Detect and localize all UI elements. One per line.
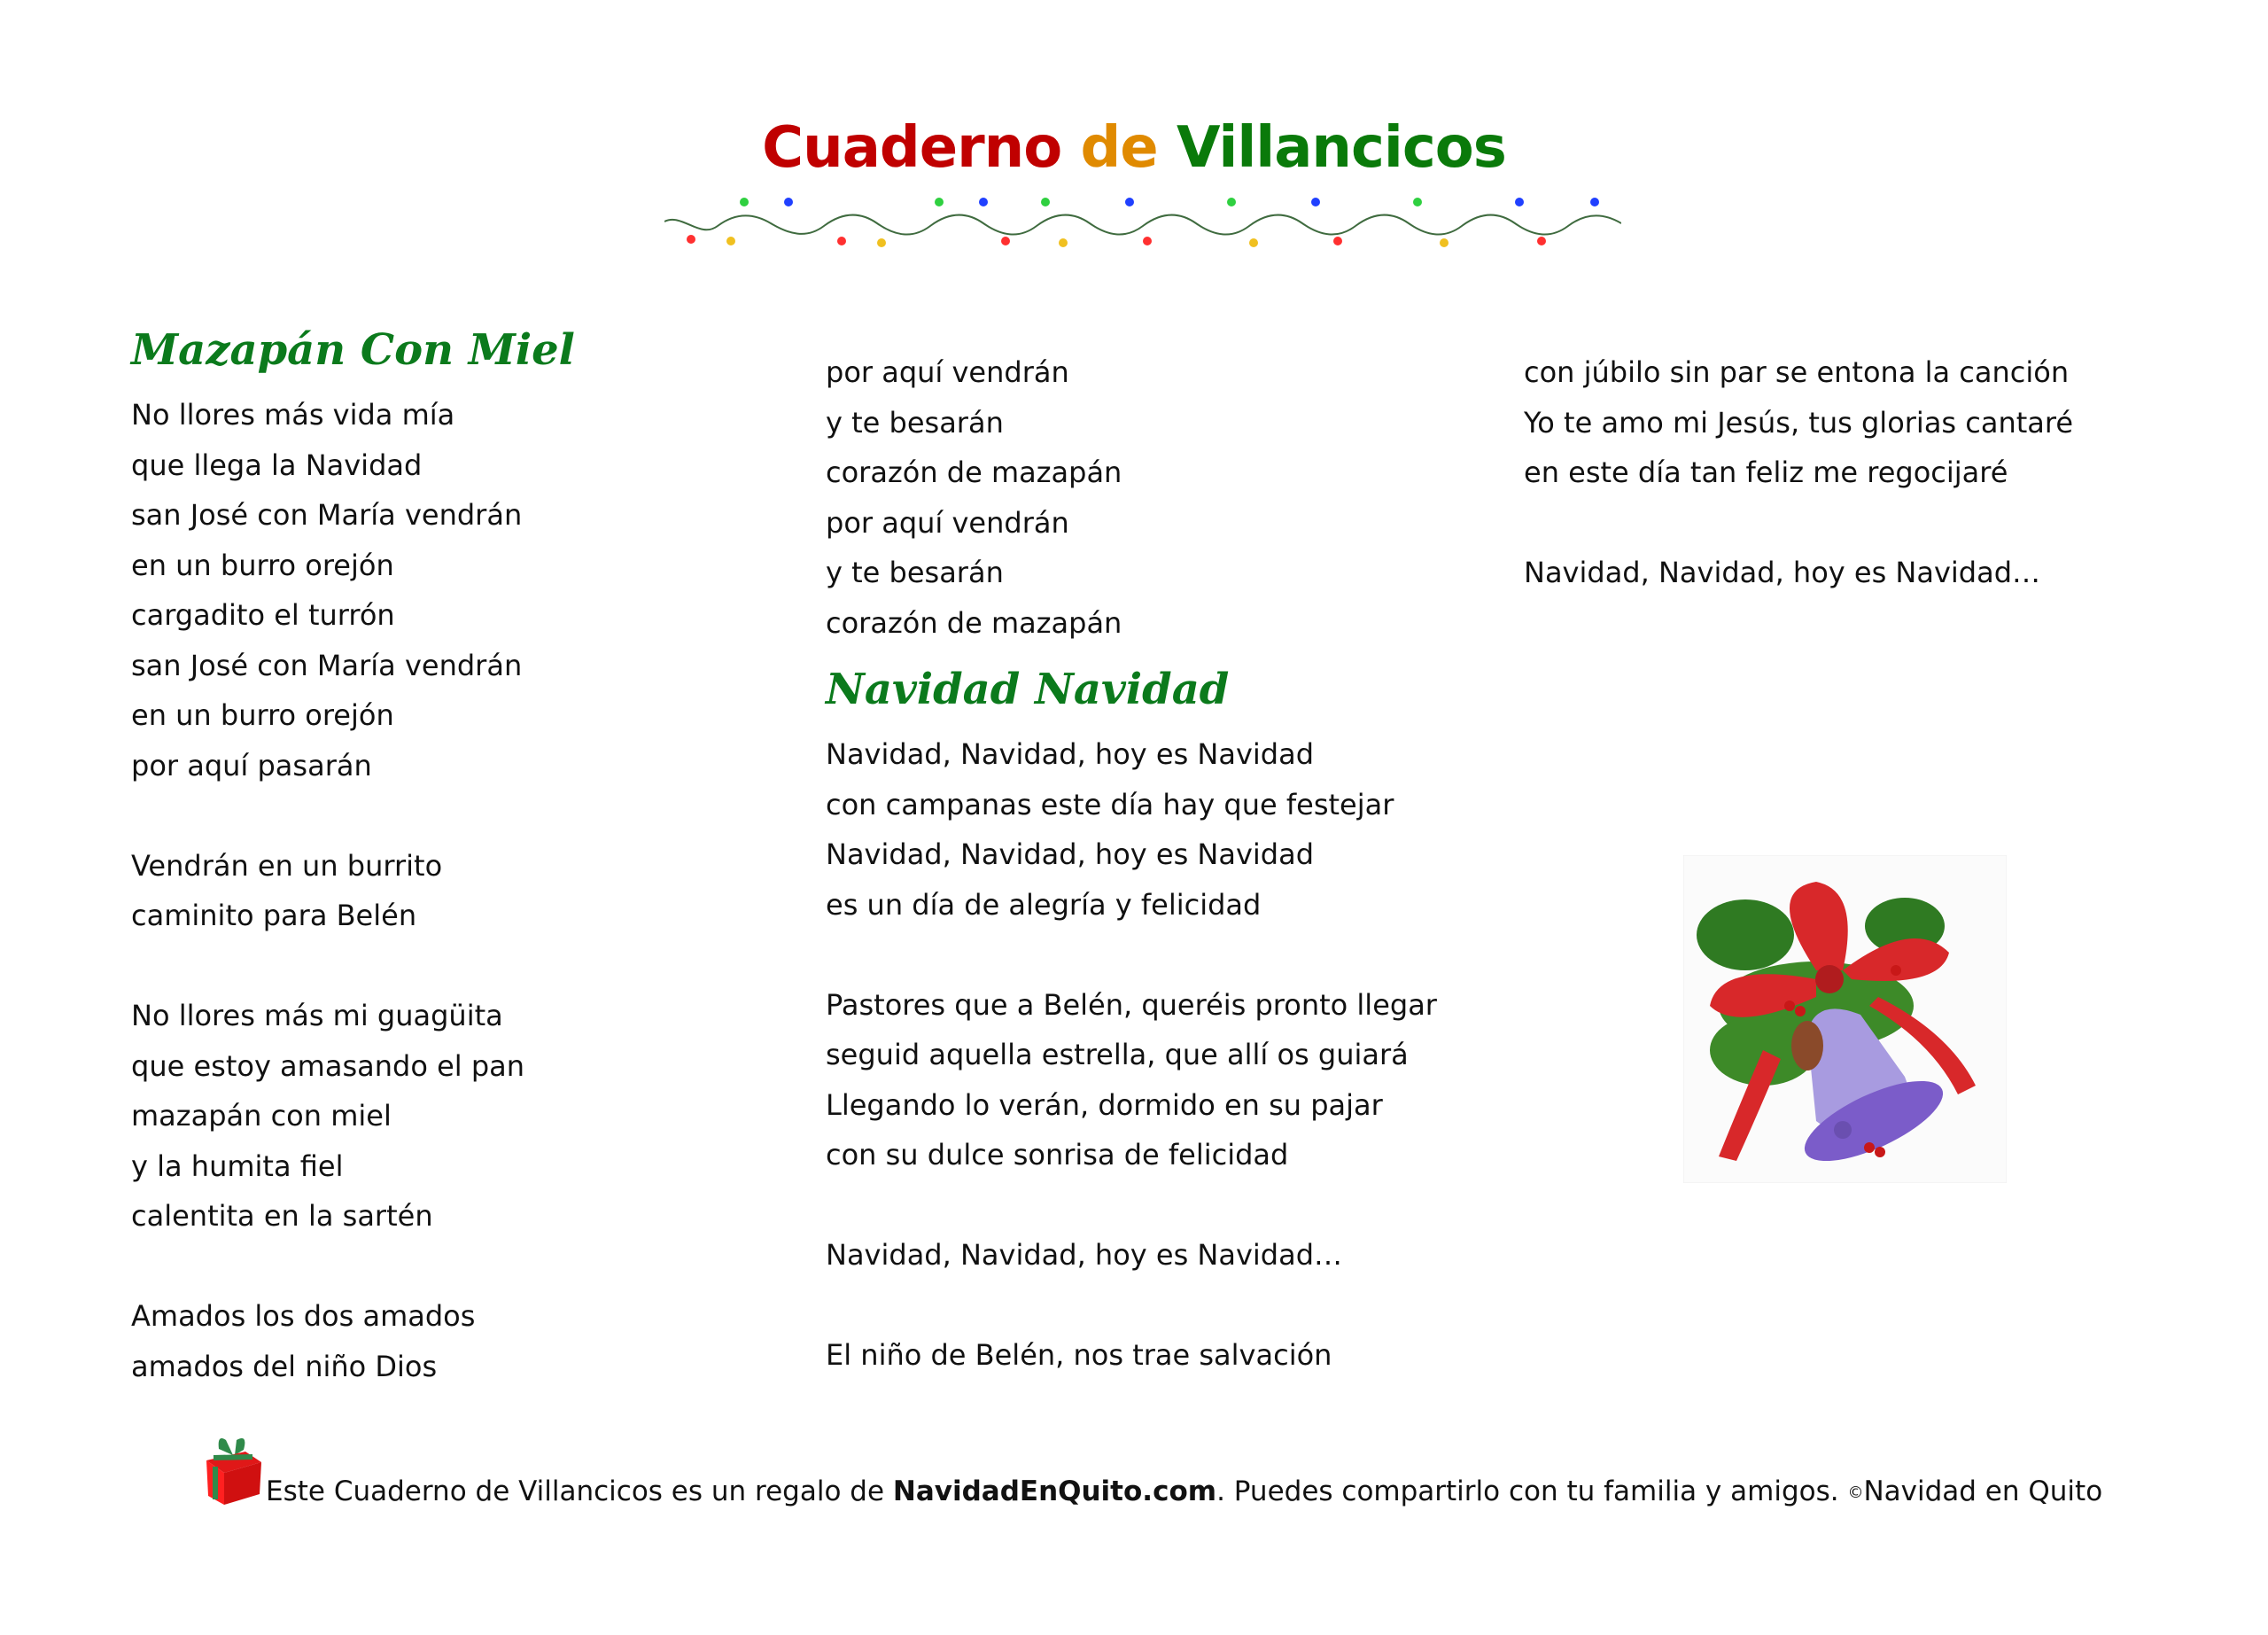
page-title bbox=[0, 115, 2268, 181]
lyric-line bbox=[131, 941, 575, 992]
lyric-line: san José con María vendrán bbox=[131, 648, 523, 682]
christmas-lights-icon bbox=[664, 186, 1621, 257]
lyric-line bbox=[131, 1242, 575, 1292]
lyric-line: corazón de mazapán bbox=[826, 605, 1122, 640]
lyric-line bbox=[826, 930, 1437, 980]
lyric-line bbox=[131, 790, 575, 841]
lyric-line: Navidad, Navidad, hoy es Navidad bbox=[826, 737, 1315, 771]
lyric-line: calentita en la sartén bbox=[131, 1199, 433, 1233]
lyric-line: con júbilo sin par se entona la canción bbox=[1524, 355, 2070, 389]
lyric-line: Pastores que a Belén, queréis pronto llegar bbox=[826, 987, 1437, 1022]
title-part-cuaderno: Cuaderno bbox=[762, 115, 1062, 181]
lyric-line: Amados los dos amados bbox=[131, 1299, 476, 1333]
lyric-line: es un día de alegría y felicidad bbox=[826, 887, 1262, 922]
lyric-line: por aquí vendrán bbox=[826, 505, 1069, 540]
lyric-line: que estoy amasando el pan bbox=[131, 1048, 525, 1083]
lyric-line: Vendrán en un burrito bbox=[131, 848, 443, 883]
footer-text-after: . Puedes compartirlo con tu familia y amigos. bbox=[1216, 1475, 1848, 1507]
lyric-line: Navidad, Navidad, hoy es Navidad… bbox=[826, 1238, 1343, 1272]
lyric-line: amados del niño Dios bbox=[131, 1349, 438, 1383]
lyric-line: en un burro orejón bbox=[131, 698, 394, 732]
title-part-de: de bbox=[1080, 115, 1158, 181]
lyric-line: con su dulce sonrisa de felicidad bbox=[826, 1138, 1289, 1172]
gift-icon bbox=[199, 1436, 270, 1507]
lyric-line: en un burro orejón bbox=[131, 548, 394, 582]
lyric-line bbox=[826, 1281, 1437, 1331]
lyric-line: Navidad, Navidad, hoy es Navidad bbox=[826, 837, 1315, 871]
lyric-line bbox=[826, 1180, 1437, 1231]
lyric-line: Navidad, Navidad, hoy es Navidad… bbox=[1524, 556, 2041, 589]
lyric-line: y la humita fiel bbox=[131, 1148, 344, 1183]
lyric-line bbox=[1524, 498, 2073, 549]
footer-site-link[interactable]: NavidadEnQuito.com bbox=[892, 1475, 1217, 1507]
lyric-line: Yo te amo mi Jesús, tus glorias cantaré bbox=[1524, 405, 2074, 440]
lyric-line: en este día tan feliz me regocijaré bbox=[1524, 455, 2008, 489]
lyric-line: No llores más vida mía bbox=[131, 398, 455, 432]
christmas-bell-icon bbox=[1683, 855, 2007, 1183]
title-part-villancicos: Villancicos bbox=[1176, 115, 1506, 181]
lyric-line: No llores más mi guagüita bbox=[131, 999, 503, 1032]
column-2 bbox=[826, 347, 1437, 1381]
lyric-line: mazapán con miel bbox=[131, 1099, 392, 1133]
lyric-line: por aquí vendrán bbox=[826, 355, 1069, 389]
lyric-line: caminito para Belén bbox=[131, 899, 417, 932]
footer-credit bbox=[266, 1475, 2102, 1507]
lyric-line: seguid aquella estrella, que allí os guiará bbox=[826, 1038, 1409, 1071]
lyric-line: cargadito el turrón bbox=[131, 598, 395, 632]
song-title-navidad: Navidad Navidad bbox=[826, 665, 1230, 714]
lyric-line: corazón de mazapán bbox=[826, 455, 1122, 489]
copyright-symbol: © bbox=[1847, 1483, 1864, 1502]
lyric-line: Llegando lo verán, dormido en su pajar bbox=[826, 1087, 1383, 1122]
lyric-line: con campanas este día hay que festejar bbox=[826, 787, 1394, 821]
lyric-line: san José con María vendrán bbox=[131, 498, 523, 532]
footer-text-before: Este Cuaderno de Villancicos es un regalo de bbox=[266, 1475, 893, 1507]
lyric-line: que llega la Navidad bbox=[131, 448, 423, 482]
column-3 bbox=[1524, 347, 2073, 598]
copyright-owner: Navidad en Quito bbox=[1863, 1475, 2103, 1507]
lyric-line: por aquí pasarán bbox=[131, 748, 372, 782]
column-1 bbox=[131, 319, 575, 1391]
lyric-line: El niño de Belén, nos trae salvación bbox=[826, 1338, 1332, 1372]
lyric-line: y te besarán bbox=[826, 405, 1004, 440]
lyric-line: y te besarán bbox=[826, 556, 1004, 589]
song-title-mazapan: Mazapán Con Miel bbox=[131, 325, 575, 375]
